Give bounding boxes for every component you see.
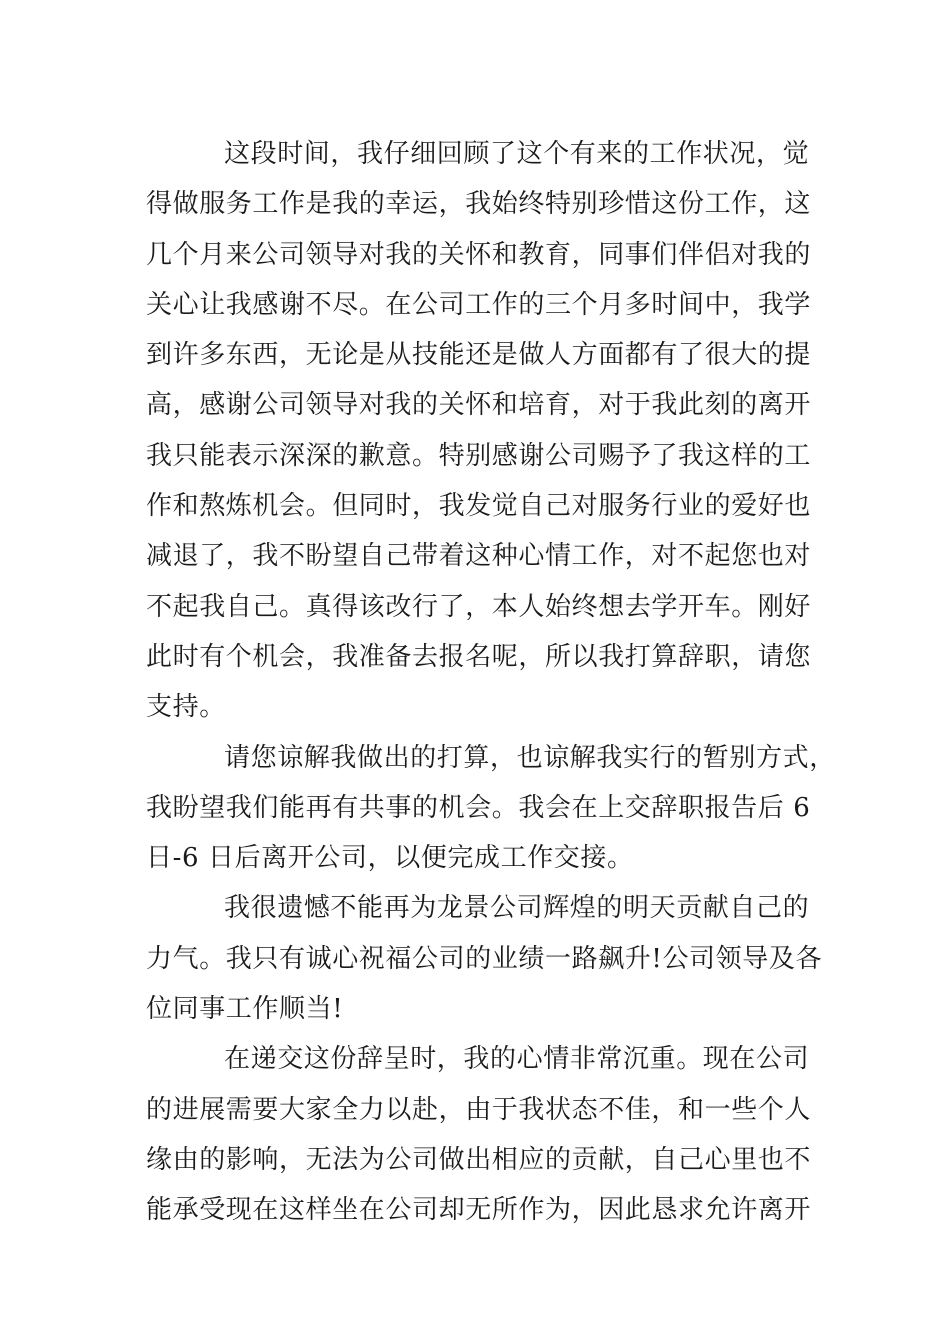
- text-line: 支持。: [146, 692, 226, 723]
- text-line: 到许多东西，无论是从技能还是做人方面都有了很大的提: [146, 340, 812, 371]
- text-line: 高，感谢公司领导对我的关怀和培育，对于我此刻的离开: [146, 390, 812, 421]
- paragraph-2: [146, 733, 836, 884]
- text-line: 几个月来公司领导对我的关怀和教育，同事们伴侣对我的: [146, 239, 812, 270]
- text-line: 日-6 日后离开公司，以便完成工作交接。: [146, 843, 634, 874]
- text-line: 能承受现在这样坐在公司却无所作为，因此恳求允许离开: [146, 1195, 812, 1226]
- text-line: 位同事工作顺当!: [146, 994, 344, 1025]
- text-line: 我很遗憾不能再为龙景公司辉煌的明天贡献自己的: [224, 893, 810, 924]
- text-line: 的进展需要大家全力以赴，由于我状态不佳，和一些个人: [146, 1094, 812, 1125]
- text-line: 请您谅解我做出的打算，也谅解我实行的暂别方式，: [224, 742, 836, 773]
- text-line: 缘由的影响，无法为公司做出相应的贡献，自己心里也不: [146, 1144, 812, 1175]
- text-line: 我只能表示深深的歉意。特别感谢公司赐予了我这样的工: [146, 440, 812, 471]
- paragraph-4: [146, 1034, 812, 1235]
- text-line: 在递交这份辞呈时，我的心情非常沉重。现在公司: [224, 1044, 810, 1075]
- text-line: 这段时间，我仔细回顾了这个有来的工作状况，觉: [224, 139, 810, 169]
- text-line: 我盼望我们能再有共事的机会。我会在上交辞职报告后 6: [146, 792, 811, 823]
- text-line: 减退了，我不盼望自己带着这种心情工作，对不起您也对: [146, 541, 812, 572]
- text-line: 得做服务工作是我的幸运，我始终特别珍惜这份工作，这: [146, 189, 812, 220]
- text-line: 不起我自己。真得该改行了，本人始终想去学开车。刚好: [146, 591, 812, 622]
- paragraph-1: [146, 129, 812, 733]
- paragraph-3: [146, 883, 823, 1034]
- text-line: 此时有个机会，我准备去报名呢，所以我打算辞职，请您: [146, 641, 812, 672]
- document-body: [146, 129, 836, 1236]
- text-line: 作和熬炼机会。但同时，我发觉自己对服务行业的爱好也: [146, 491, 812, 522]
- text-line: 关心让我感谢不尽。在公司工作的三个月多时间中，我学: [146, 289, 812, 320]
- text-line: 力气。我只有诚心祝福公司的业绩一路飙升!公司领导及各: [146, 943, 823, 974]
